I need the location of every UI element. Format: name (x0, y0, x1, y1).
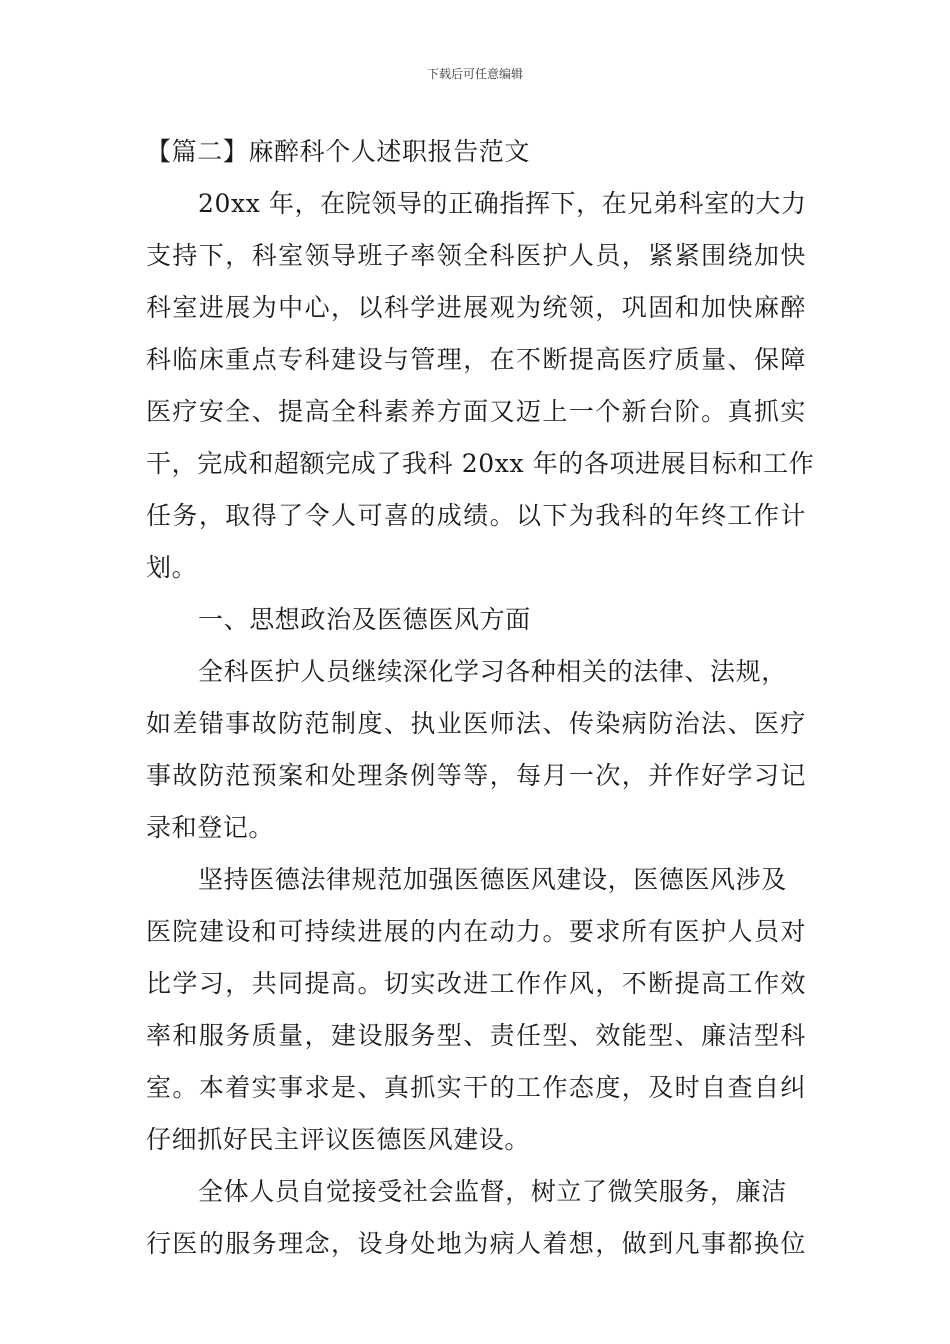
paragraph-line: 任务，取得了令人可喜的成绩。以下为我科的年终工作计 (146, 501, 806, 530)
paragraph-line: 录和登记。 (146, 813, 275, 842)
paragraph-line: 医院建设和可持续进展的内在动力。要求所有医护人员对 (146, 917, 806, 946)
paragraph-line: 率和服务质量，建设服务型、责任型、效能型、廉洁型科 (146, 1021, 806, 1050)
paragraph-line: 科临床重点专科建设与管理，在不断提高医疗质量、保障 (146, 345, 806, 374)
paragraph-line: 全科医护人员继续深化学习各种相关的法律、法规， (198, 657, 787, 686)
paragraph-line: 行医的服务理念，设身处地为病人着想，做到凡事都换位 (146, 1229, 806, 1258)
paragraph-line: 20xx 年，在院领导的正确指挥下，在兄弟科室的大力 (198, 189, 807, 218)
paragraph-line: 事故防范预案和处理条例等等，每月一次，并作好学习记 (146, 761, 806, 790)
paragraph-line: 比学习，共同提高。切实改进工作作风，不断提高工作效 (146, 969, 806, 998)
paragraph-line: 科室进展为中心，以科学进展观为统领，巩固和加快麻醉 (146, 293, 806, 322)
paragraph-line: 如差错事故防范制度、执业医师法、传染病防治法、医疗 (146, 709, 806, 738)
paragraph-line: 支持下，科室领导班子率领全科医护人员，紧紧围绕加快 (146, 241, 806, 270)
paragraph-line: 医疗安全、提高全科素养方面又迈上一个新台阶。真抓实 (146, 397, 806, 426)
paragraph-line: 坚持医德法律规范加强医德医风建设，医德医风涉及 (198, 865, 787, 894)
document-title: 【篇二】麻醉科个人述职报告范文 (146, 137, 531, 166)
paragraph-line: 划。 (146, 553, 198, 582)
page-header-note: 下载后可任意编辑 (426, 67, 523, 81)
paragraph-line: 仔细抓好民主评议医德医风建设。 (146, 1125, 531, 1154)
paragraph-line: 全体人员自觉接受社会监督，树立了微笑服务，廉洁 (198, 1177, 787, 1206)
section-heading: 一、思想政治及医德医风方面 (198, 605, 531, 634)
paragraph-line: 干，完成和超额完成了我科 20xx 年的各项进展目标和工作 (146, 449, 815, 478)
document-body (146, 126, 815, 1270)
paragraph-line: 室。本着实事求是、真抓实干的工作态度，及时自查自纠 (146, 1073, 806, 1102)
